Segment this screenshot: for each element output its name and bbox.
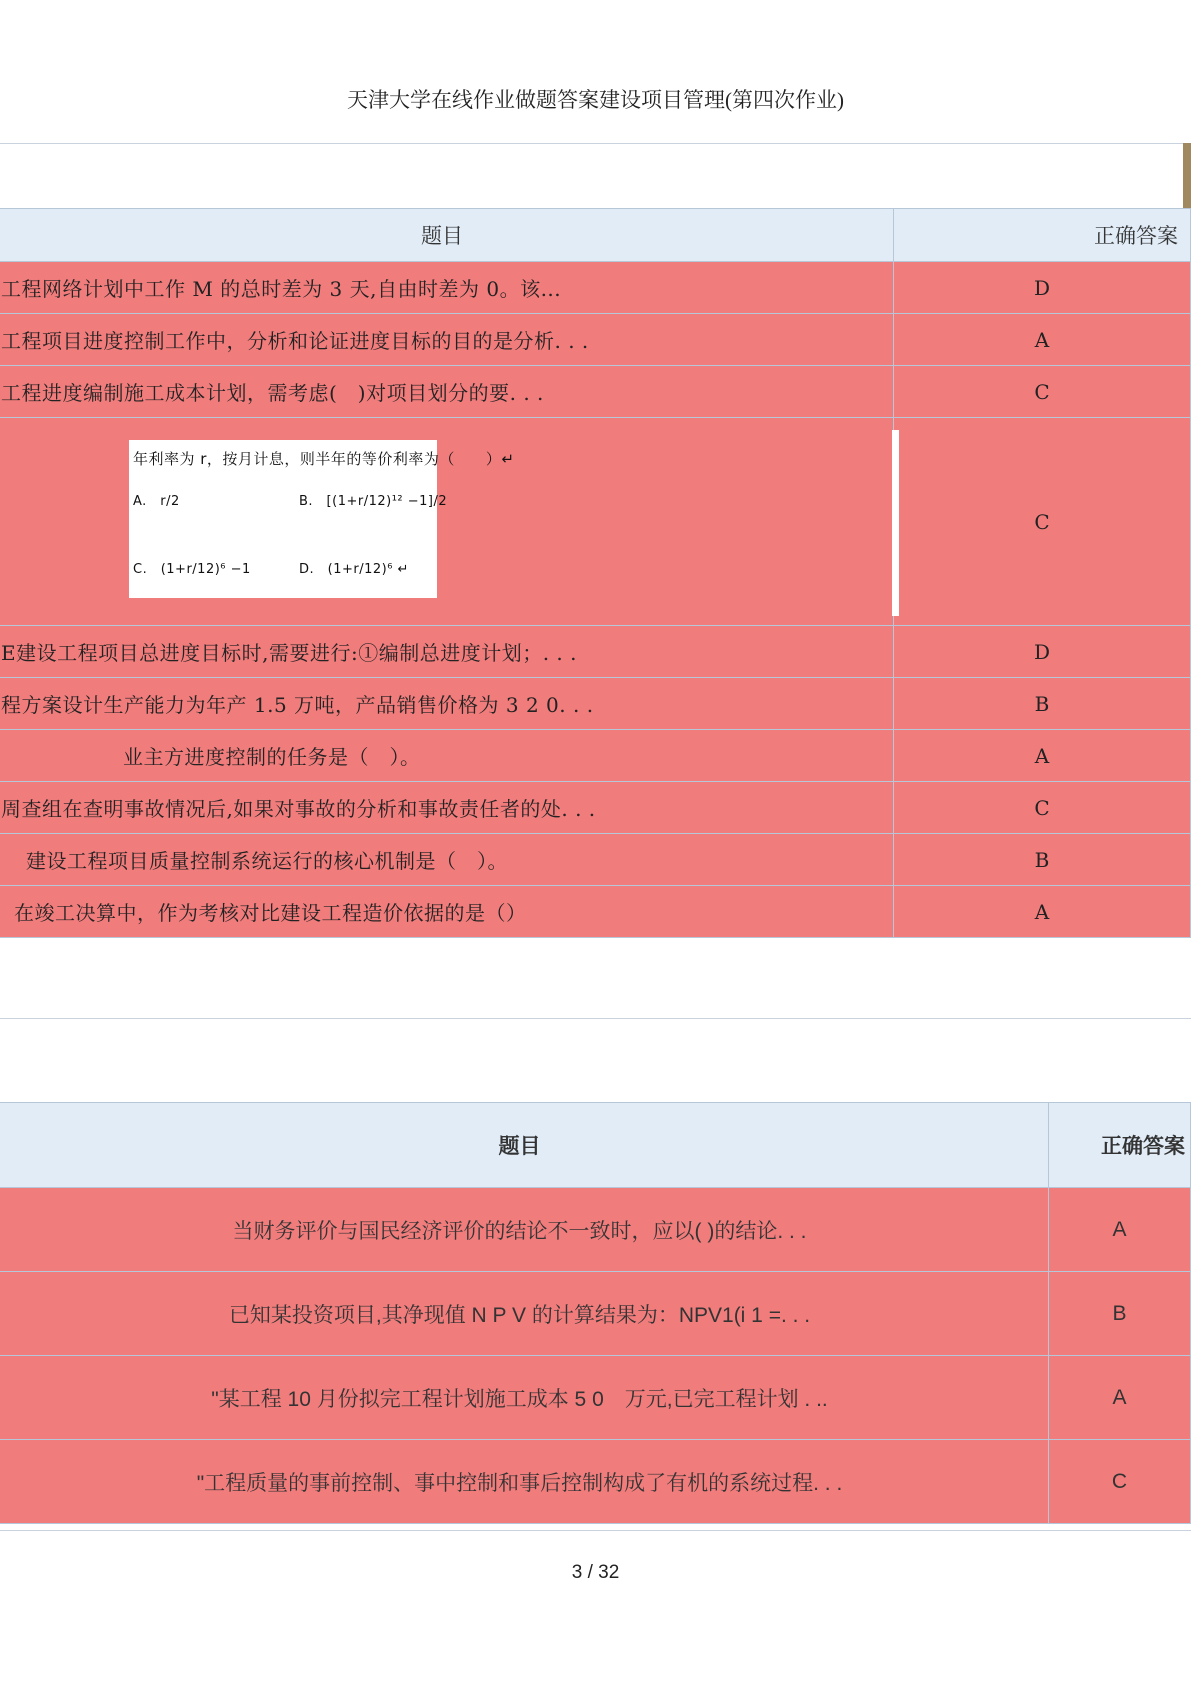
table-row: [0, 1272, 1191, 1356]
answer-cell: C: [894, 418, 1191, 626]
answer-cell: C: [894, 782, 1191, 834]
table-row: [0, 1356, 1191, 1440]
table-header-row: [0, 209, 1191, 262]
divider: [0, 143, 1191, 144]
table-row: [0, 262, 1191, 314]
table-row: [0, 366, 1191, 418]
divider: [892, 430, 899, 616]
table-row: [0, 782, 1191, 834]
column-header-question: 题目: [0, 209, 894, 262]
column-header-answer: 正确答案: [1049, 1103, 1191, 1188]
table-row: [0, 314, 1191, 366]
answer-cell: A: [1049, 1188, 1191, 1272]
question-cell: 建设工程项目质量控制系统运行的核心机制是（ ）。: [0, 834, 894, 886]
question-cell: 业主方进度控制的任务是（ ）。: [0, 730, 894, 782]
answer-cell: B: [1049, 1272, 1191, 1356]
question-cell: 工程网络计划中工作 M 的总时差为 3 天,自由时差为 0。该...: [0, 262, 894, 314]
table-row: [0, 1188, 1191, 1272]
answer-cell: A: [894, 730, 1191, 782]
answer-cell: A: [894, 314, 1191, 366]
question-cell-formula: [0, 418, 894, 626]
table-row: [0, 1440, 1191, 1524]
page-number: 3 / 32: [571, 1562, 620, 1583]
question-cell: E建设工程项目总进度目标时,需要进行:①编制总进度计划；. . .: [0, 626, 894, 678]
column-header-question: 题目: [0, 1103, 1049, 1188]
table-row: [0, 626, 1191, 678]
question-cell: 工程进度编制施工成本计划，需考虑( )对项目划分的要. . .: [0, 366, 894, 418]
formula-image: [129, 440, 515, 598]
answer-cell: D: [894, 626, 1191, 678]
question-cell: 周查组在查明事故情况后,如果对事故的分析和事故责任者的处. . .: [0, 782, 894, 834]
divider: [0, 1530, 1191, 1531]
question-cell: "工程质量的事前控制、事中控制和事后控制构成了有机的系统过程. . .: [0, 1440, 1049, 1524]
table-row: [0, 886, 1191, 938]
table-header-row: [0, 1103, 1191, 1188]
table-row: [0, 678, 1191, 730]
formula-option-a: A. r/2: [133, 494, 180, 509]
divider: [0, 1018, 1191, 1019]
table-row: [0, 418, 1191, 626]
answer-cell: C: [1049, 1440, 1191, 1524]
question-cell: 当财务评价与国民经济评价的结论不一致时，应以( )的结论. . .: [0, 1188, 1049, 1272]
answer-cell: A: [894, 886, 1191, 938]
column-header-answer: 正确答案: [894, 209, 1191, 262]
formula-option-d: D. (1+r/12)⁶ ↵: [299, 562, 409, 577]
question-cell: 已知某投资项目,其净现值 N P V 的计算结果为：NPV1(i 1 =. . .: [0, 1272, 1049, 1356]
question-cell: 程方案设计生产能力为年产 1.5 万吨，产品销售价格为 3 2 0. . .: [0, 678, 894, 730]
answer-cell: D: [894, 262, 1191, 314]
answer-cell: B: [894, 834, 1191, 886]
question-cell: 在竣工决算中，作为考核对比建设工程造价依据的是（）: [0, 886, 894, 938]
formula-option-b: B. [(1+r/12)¹² −1]/2: [299, 494, 448, 509]
question-cell: 工程项目进度控制工作中，分析和论证进度目标的目的是分析. . .: [0, 314, 894, 366]
document-title: 天津大学在线作业做题答案建设项目管理(第四次作业): [347, 88, 844, 112]
answer-cell: A: [1049, 1356, 1191, 1440]
answers-table-2: [0, 1102, 1191, 1524]
formula-question: 年利率为 r，按月计息，则半年的等价利率为（ ）↵: [133, 450, 515, 468]
table-row: [0, 730, 1191, 782]
table-row: [0, 834, 1191, 886]
formula-option-c: C. (1+r/12)⁶ −1: [133, 562, 251, 577]
answers-table-1: [0, 208, 1191, 938]
answer-cell: C: [894, 366, 1191, 418]
question-cell: "某工程 10 月份拟完工程计划施工成本 5 0 万元,已完工程计划 . ..: [0, 1356, 1049, 1440]
answer-cell: B: [894, 678, 1191, 730]
